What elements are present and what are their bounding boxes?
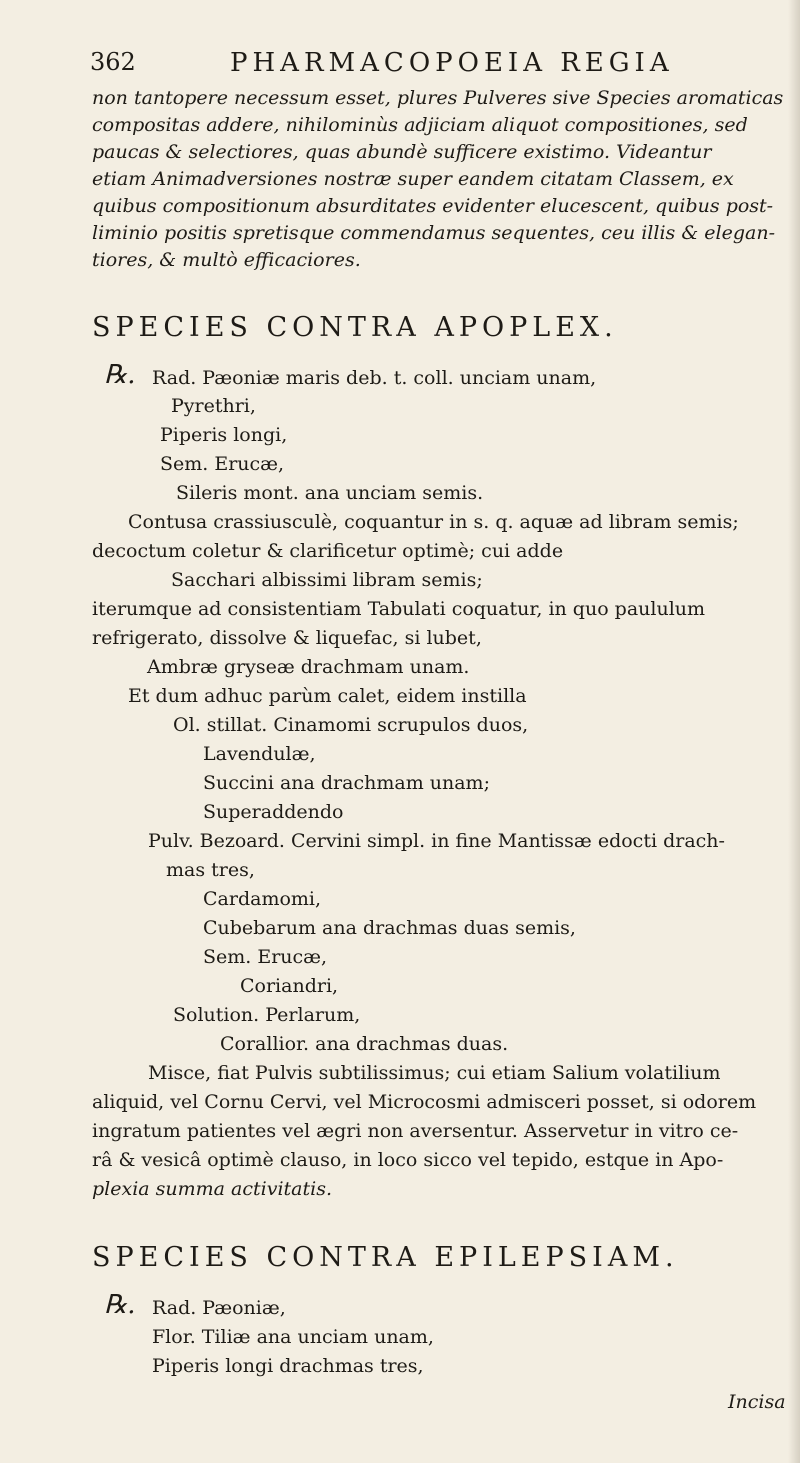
- page-edge-shadow: [788, 0, 800, 1463]
- recipe-line: Sileris mont. ana unciam semis.: [176, 482, 484, 504]
- recipe-line: Piperis longi drachmas tres,: [152, 1355, 424, 1377]
- recipe-line: Contusa crassiusculè, coquantur in s. q. aquæ ad libram semis;: [128, 511, 739, 533]
- recipe-line: Misce, fiat Pulvis subtilissimus; cui etiam Salium volatilium: [148, 1062, 721, 1084]
- recipe-line: refrigerato, dissolve & liquefac, si lubet,: [92, 627, 482, 649]
- recipe-line: Pyrethri,: [171, 395, 256, 417]
- recipe-line: aliquid, vel Cornu Cervi, vel Microcosmi admisceri posset, si odorem: [92, 1091, 757, 1113]
- recipe-line: Rad. Pæoniæ,: [152, 1297, 286, 1319]
- recipe-line: Superaddendo: [203, 801, 344, 823]
- recipe-line: Cardamomi,: [203, 888, 322, 910]
- recipe-line: plexia summa activitatis.: [92, 1178, 332, 1200]
- intro-line: liminio positis spretisque commendamus sequentes, ceu illis & elegan-: [92, 222, 775, 244]
- recipe-line: Ol. stillat. Cinamomi scrupulos duos,: [173, 714, 529, 736]
- recipe-line: Flor. Tiliæ ana unciam unam,: [152, 1326, 434, 1348]
- section-heading-epilepsy: SPECIES CONTRA EPILEPSIAM.: [92, 1242, 679, 1273]
- recipe-line: Piperis longi,: [160, 424, 288, 446]
- recipe-line: râ & vesicâ optimè clauso, in loco sicco vel tepido, estque in Apo-: [92, 1149, 724, 1171]
- recipe-line: Rad. Pæoniæ maris deb. t. coll. unciam unam,: [152, 367, 597, 389]
- recipe-line: Coriandri,: [240, 975, 339, 997]
- recipe-line: Corallior. ana drachmas duas.: [220, 1033, 509, 1055]
- intro-line: etiam Animadversiones nostræ super eandem citatam Classem, ex: [92, 168, 734, 190]
- section-heading-apoplexy: SPECIES CONTRA APOPLEX.: [92, 312, 618, 343]
- intro-line: non tantopere necessum esset, plures Pulveres sive Species aromaticas: [92, 87, 784, 109]
- recipe-symbol: ℞.: [104, 1290, 136, 1320]
- recipe-line: iterumque ad consistentiam Tabulati coquatur, in quo paululum: [92, 598, 706, 620]
- intro-line: paucas & selectiores, quas abundè sufficere existimo. Videantur: [92, 141, 712, 163]
- recipe-symbol: ℞.: [104, 360, 136, 390]
- recipe-line: mas tres,: [166, 859, 255, 881]
- page-header: [90, 48, 780, 82]
- intro-line: tiores, & multò efficaciores.: [92, 249, 361, 271]
- recipe-line: Cubebarum ana drachmas duas semis,: [203, 917, 576, 939]
- recipe-line: ingratum patientes vel ægri non aversentur. Asservetur in vitro ce-: [92, 1120, 739, 1142]
- recipe-line: Sacchari albissimi libram semis;: [171, 569, 483, 591]
- intro-line: quibus compositionum absurditates evidenter elucescent, quibus post-: [92, 195, 774, 217]
- recipe-line: Sem. Erucæ,: [203, 946, 328, 968]
- recipe-line: Ambræ gryseæ drachmam unam.: [147, 656, 470, 678]
- recipe-line: Sem. Erucæ,: [160, 453, 285, 475]
- recipe-line: decoctum coletur & clarificetur optimè; cui adde: [92, 540, 564, 562]
- catchword: Incisa: [728, 1391, 786, 1413]
- recipe-line: Pulv. Bezoard. Cervini simpl. in fine Mantissæ edocti drach-: [148, 830, 725, 852]
- running-title: PHARMACOPOEIA REGIA: [230, 48, 674, 78]
- intro-line: compositas addere, nihilominùs adjiciam aliquot compositiones, sed: [92, 114, 748, 136]
- recipe-line: Solution. Perlarum,: [173, 1004, 361, 1026]
- recipe-line: Et dum adhuc parùm calet, eidem instilla: [128, 685, 527, 707]
- page-number: 362: [90, 48, 136, 76]
- recipe-line: Succini ana drachmam unam;: [203, 772, 490, 794]
- recipe-line: Lavendulæ,: [203, 743, 316, 765]
